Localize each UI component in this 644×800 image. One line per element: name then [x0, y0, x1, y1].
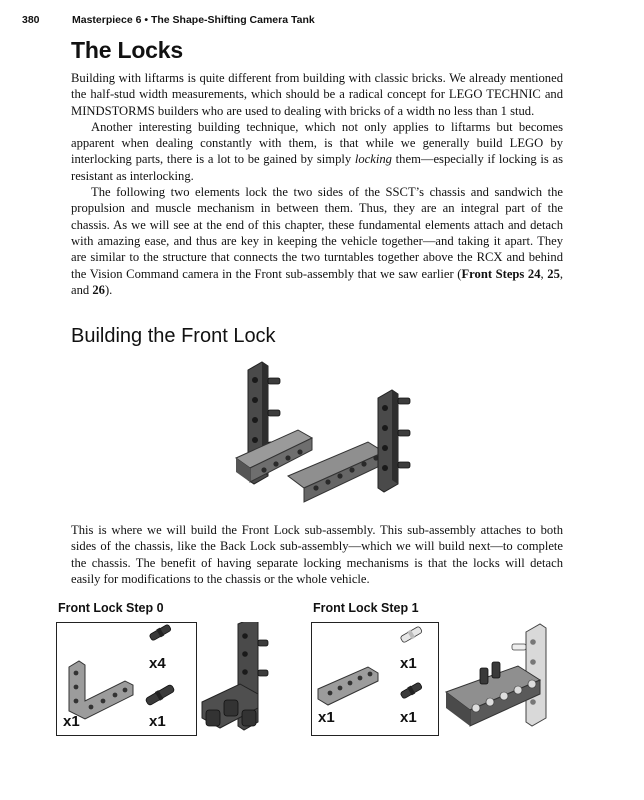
step-0-qty-liftarm: x1 — [63, 713, 80, 730]
step-0-parts-box — [56, 622, 197, 736]
ref-25: 25 — [547, 266, 560, 281]
step-1-qty-liftarm: x1 — [318, 709, 335, 726]
subsection-body — [71, 522, 563, 587]
subsection-title: Building the Front Lock — [71, 325, 276, 347]
paragraph-1: Building with liftarms is quite different from building with classic bricks. We already mentioned the half-stud width measurements, which should be a radical concept for LEGO TECHNIC and MINDSTORMS builders who are used to dealing with bricks of a width no less than 1 stud. — [71, 71, 563, 118]
step-1-result-art — [440, 622, 564, 738]
step-0-title: Front Lock Step 0 — [58, 601, 164, 615]
step-0-qty-pins: x4 — [149, 655, 166, 672]
step-1-title: Front Lock Step 1 — [313, 601, 419, 615]
section-title: The Locks — [71, 37, 183, 63]
running-head — [22, 14, 315, 26]
emphasis-locking: locking — [354, 152, 392, 167]
ref-front-steps-24: Front Steps 24 — [461, 266, 541, 281]
step-1-qty-light-pin: x1 — [400, 655, 417, 672]
step-1-parts-box — [311, 622, 439, 736]
running-title: Masterpiece 6 • The Shape-Shifting Camera Tank — [72, 14, 315, 26]
front-lock-assembly-figure — [228, 358, 416, 510]
paragraph-3: The following two elements lock the two sides of the SSCT’s chassis and sandwich the propulsion and muscle mechanism in between them. Thus, they are an integral part of the chassis. As we will see at the end of this chapter, these fundamental elements attach and detach with amazing ease, and thus are key in keeping the vehicle together—and taking it apart. They are similar to the structure that connects the two turntables together above the RCX and behind the Vision Command camera in the Front sub-assembly that we saw earlier (Front Steps 24, 25, and 26). — [71, 185, 564, 297]
step-0-result-art — [198, 622, 288, 738]
step-1-qty-dark-pin: x1 — [400, 709, 417, 726]
ref-26: 26 — [92, 282, 105, 297]
paragraph-2: Another interesting building technique, which not only applies to liftarms but becomes apparent when dealing constantly with them, is that while we generally build LEGO by interlocking parts, there is a lot to be gained by simply locking them—especially if locking is as resistant as interlocking. — [71, 119, 564, 183]
subsection-paragraph: This is where we will build the Front Lock sub-assembly. This sub-assembly attaches to both sides of the chassis, like the Back Lock sub-assembly—which we will build next—to complete the chassis. The benefit of having separate locking mechanisms is that the locks will detach easily for modifications to the chassis or the whole vehicle. — [71, 523, 563, 586]
step-0-qty-axle-pin: x1 — [149, 713, 166, 730]
section-body — [71, 70, 563, 298]
page-number: 380 — [22, 14, 40, 26]
